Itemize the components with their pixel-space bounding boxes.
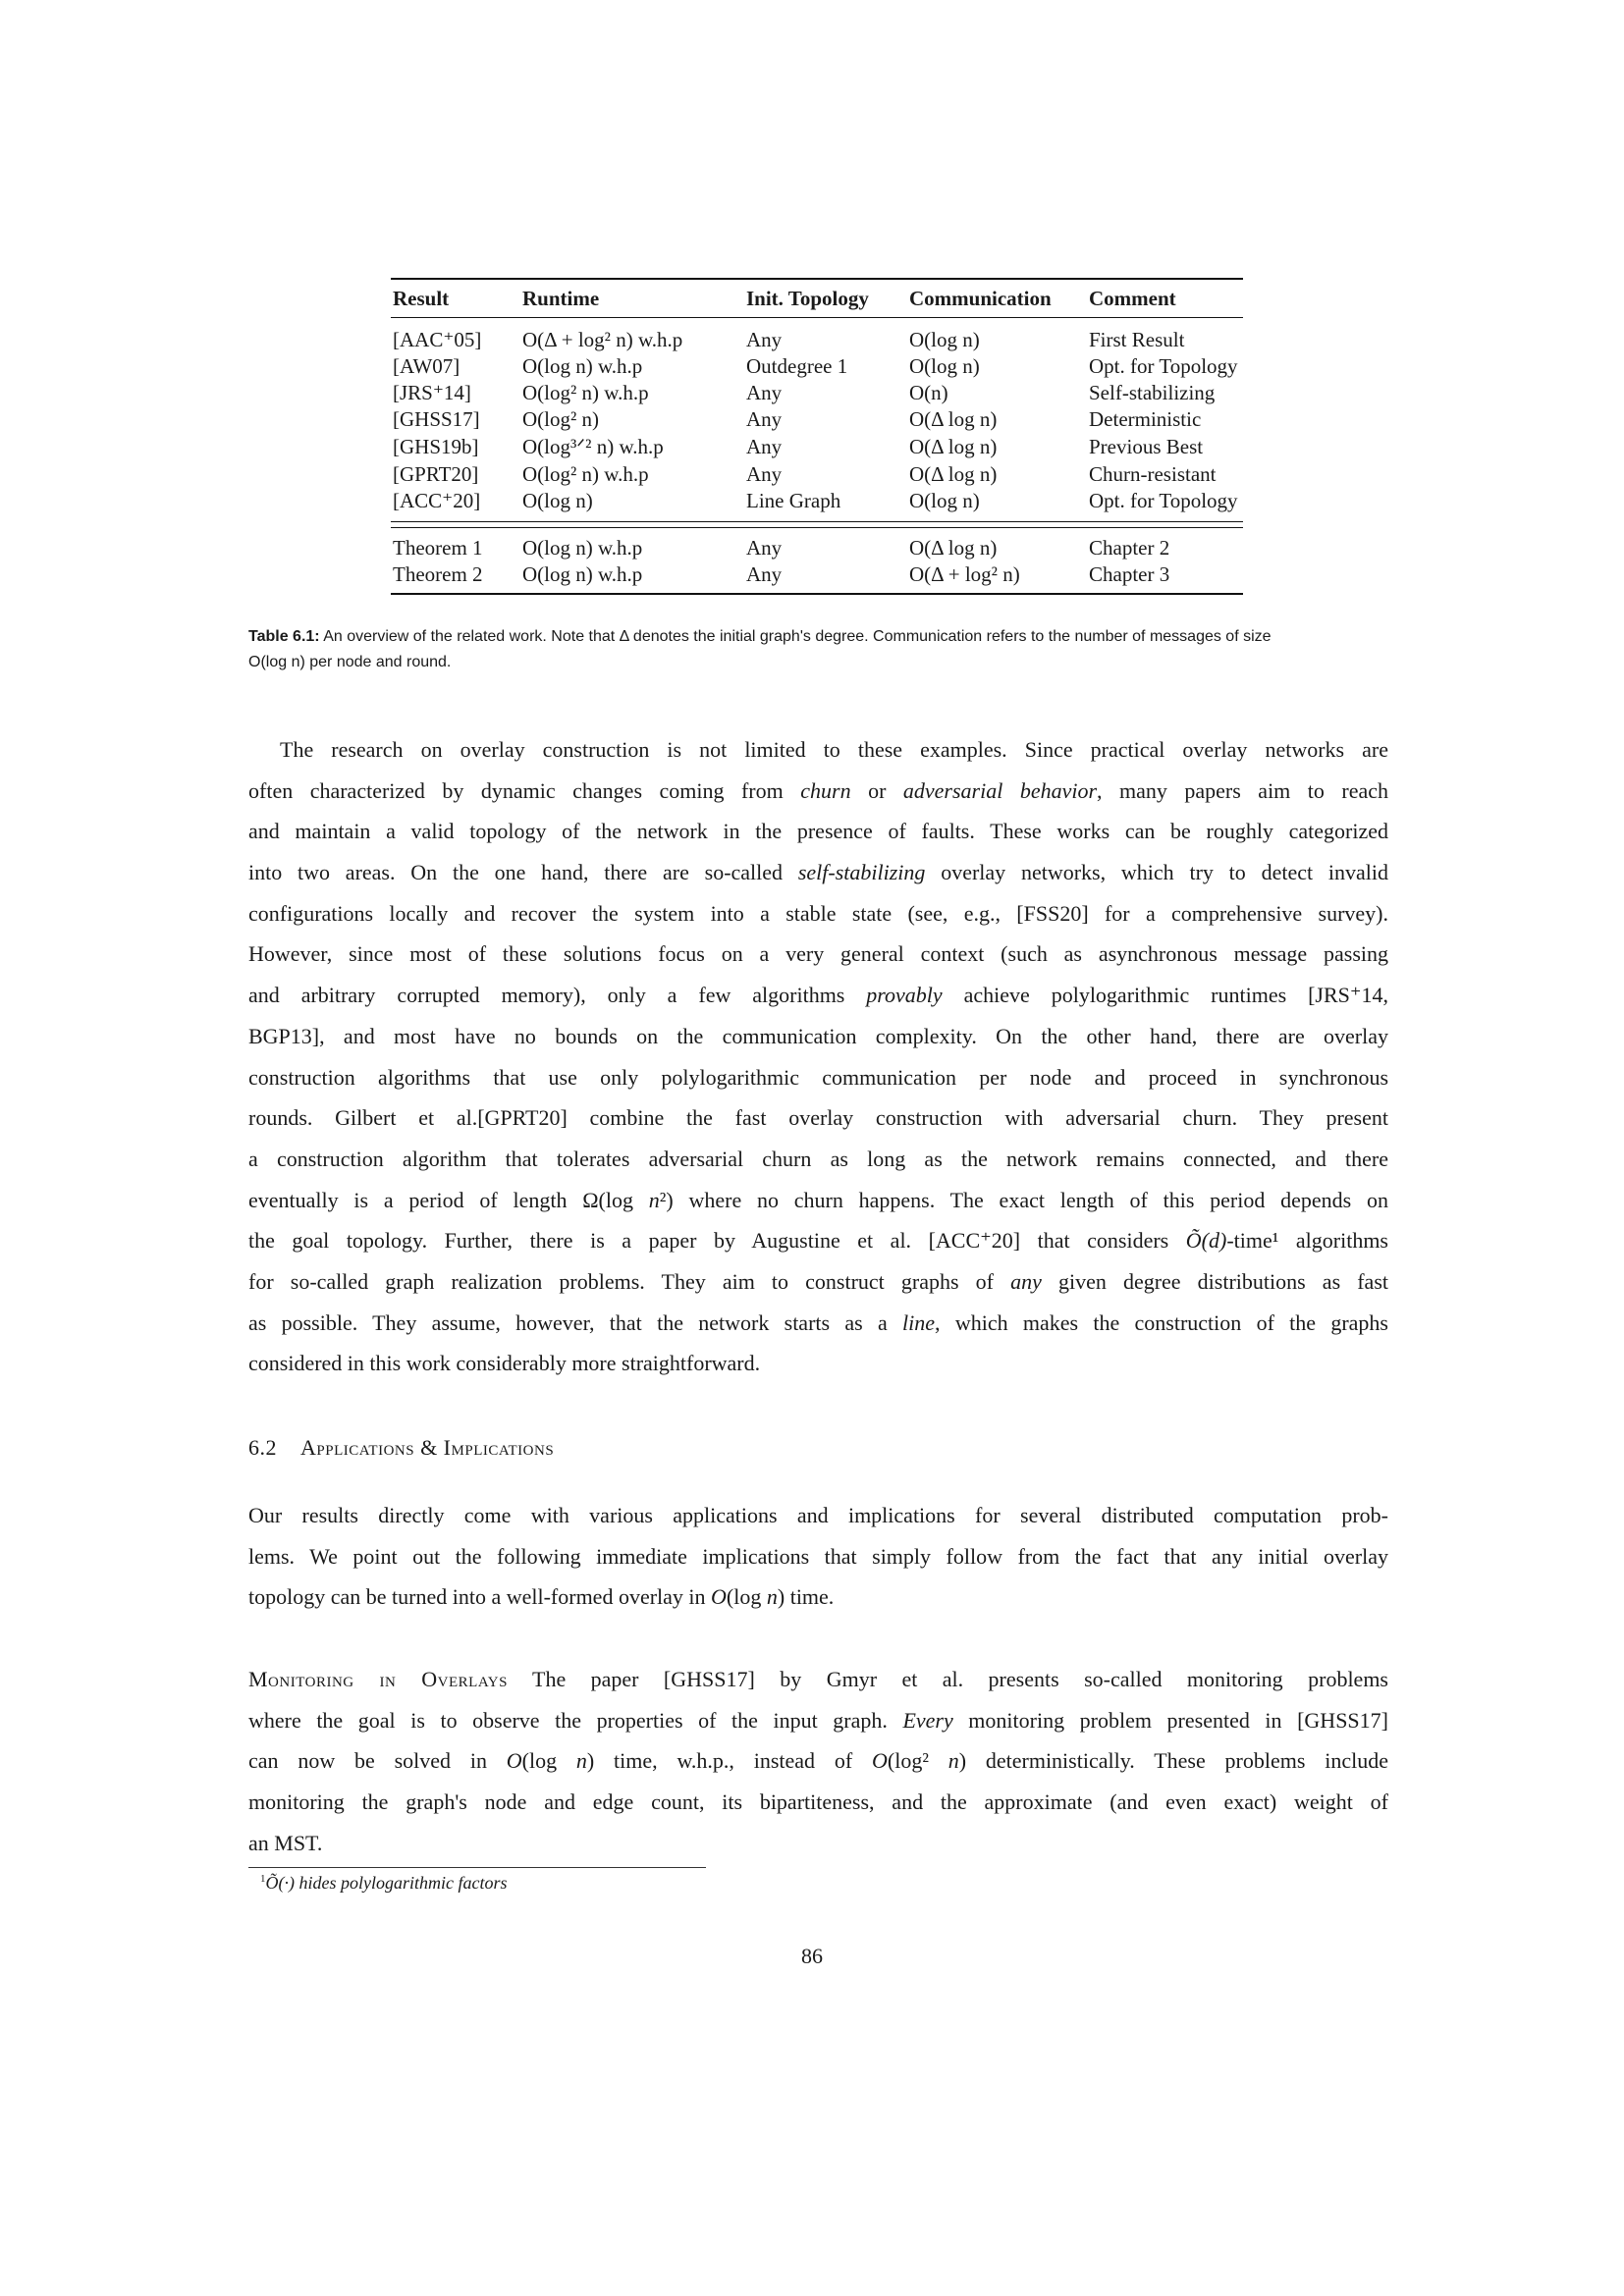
text-segment: topology can be turned into a well-formed overlay in [248,1584,712,1610]
text-segment: -time¹ algorithms [1226,1228,1388,1254]
cell-result: [AW07] [393,354,460,378]
text-segment: (log² [887,1748,948,1774]
cell-topology: Any [746,536,783,560]
cell-comment: First Result [1089,328,1185,351]
cell-runtime: O(log n) [522,489,593,512]
text-segment: can now be solved in [248,1748,507,1774]
text-line [248,1782,1388,1823]
text-segment: monitoring the graph's node and edge count, its bipartiteness, and the approximate (and even exact) weight of [248,1789,1388,1815]
text-line [248,1139,1388,1180]
table-row [391,406,1243,433]
cell-topology: Any [746,381,783,404]
cell-runtime: O(log² n) w.h.p [522,381,649,404]
text-segment: n [575,1748,587,1774]
text-segment: for so-called graph realization problems. They aim to construct graphs of [248,1268,1011,1294]
cell-result: [GHS19b] [393,435,479,458]
text-segment: n [766,1584,778,1610]
text-segment: adversarial behavior [902,777,1098,803]
cell-topology: Line Graph [746,489,841,512]
cell-comment: Opt. for Topology [1089,489,1238,512]
header-comment: Comment [1089,287,1176,310]
cell-result: [GPRT20] [393,462,479,486]
footnote [260,1873,507,1894]
text-segment: Õ(d) [1185,1228,1227,1254]
text-line [248,1700,1388,1741]
cell-communication: O(log n) [909,489,980,512]
text-segment: and arbitrary corrupted memory), only a few algorithms [248,983,867,1008]
cell-comment: Chapter 2 [1089,536,1170,560]
text-segment: The paper [GHSS17] by Gmyr et al. presents so-called monitoring problems [507,1667,1388,1691]
table-row [391,327,1243,353]
text-segment: ²) where no churn happens. The exact length of this period depends on [659,1187,1388,1212]
text-segment: self-stabilizing [797,860,926,885]
text-segment: an MST. [248,1830,323,1855]
cell-comment: Churn-resistant [1089,462,1217,486]
paragraph-monitoring [248,1659,1388,1863]
text-segment: O [711,1584,727,1610]
footnote-mark: 1 [260,1873,266,1885]
text-segment: configurations locally and recover the system into a stable state (see, e.g., [FSS20] for a comprehensive survey). [248,900,1388,926]
cell-communication: O(log n) [909,328,980,351]
text-line [248,1220,1388,1261]
text-line [248,1180,1388,1221]
text-line [248,1823,1388,1864]
text-segment: O [872,1748,888,1774]
text-line [248,1261,1388,1303]
cell-runtime: O(log² n) w.h.p [522,462,649,486]
text-segment: where the goal is to observe the properties of the input graph. [248,1707,903,1733]
cell-runtime: O(log² n) [522,407,600,431]
text-segment: (log [726,1584,767,1610]
text-line [248,893,1388,934]
table-row [391,353,1243,380]
caption-text-2: O(log n) per node and round. [248,654,452,670]
paragraph-heading: Monitoring in Overlays [248,1667,508,1691]
text-segment: or [850,777,903,803]
text-segment: any [1010,1268,1042,1294]
cell-topology: Any [746,462,783,486]
text-line [248,1536,1388,1577]
cell-result: Theorem 1 [393,536,483,560]
header-runtime: Runtime [522,287,600,310]
cell-topology: Outdegree 1 [746,354,848,378]
text-segment: eventually is a period of length Ω(log [248,1187,649,1212]
text-line [248,1740,1388,1782]
text-segment: , which makes the construction of the graphs [935,1309,1388,1335]
theorem-row [391,561,1243,588]
text-line [248,729,1388,771]
cell-communication: O(Δ log n) [909,435,998,458]
cell-comment: Deterministic [1089,407,1202,431]
text-segment: provably [866,983,943,1008]
text-line [248,1659,1388,1700]
cell-topology: Any [746,562,783,586]
cell-topology: Any [746,435,783,458]
footnote-text: Õ(·) hides polylogarithmic factors [265,1873,508,1893]
cell-communication: O(log n) [909,354,980,378]
cell-result: [AAC⁺05] [393,328,482,351]
header-result: Result [393,287,450,310]
text-segment: achieve polylogarithmic runtimes [JRS⁺14, [942,983,1388,1008]
cell-comment: Chapter 3 [1089,562,1170,586]
footnote-rule [248,1867,706,1868]
text-line [248,1495,1388,1536]
theorem-row [391,535,1243,561]
text-segment: into two areas. On the one hand, there are so-called [248,860,798,885]
text-segment: (log [521,1748,576,1774]
cell-topology: Any [746,328,783,351]
cell-communication: O(Δ log n) [909,462,998,486]
text-line [248,1343,1388,1384]
text-segment: overlay networks, which try to detect invalid [925,860,1388,885]
text-segment: considered in this work considerably more straightforward. [248,1351,761,1376]
section-heading [248,1435,554,1461]
text-segment: a construction algorithm that tolerates adversarial churn as long as the network remains connected, and there [248,1146,1388,1171]
table-header-row [391,286,1243,312]
section-title: Applications & Implications [300,1435,555,1460]
text-segment: Every [902,1707,953,1733]
cell-communication: O(Δ log n) [909,407,998,431]
text-segment: lems. We point out the following immediate implications that simply follow from the fact that any initial overlay [248,1543,1388,1569]
text-line [248,1016,1388,1057]
text-segment: , many papers aim to reach [1097,777,1389,803]
cell-result: [GHSS17] [393,407,480,431]
table-caption [248,624,1388,675]
cell-comment: Opt. for Topology [1089,354,1238,378]
cell-communication: O(Δ + log² n) [909,562,1020,586]
header-communication: Communication [909,287,1052,310]
text-segment: ) deterministically. These problems include [958,1748,1388,1774]
table-row [391,434,1243,460]
cell-runtime: O(log n) w.h.p [522,354,643,378]
text-segment: However, since most of these solutions focus on a very general context (such as asynchronous message passing [248,941,1388,967]
table-row [391,380,1243,406]
text-line [248,811,1388,852]
cell-comment: Previous Best [1089,435,1204,458]
cell-comment: Self-stabilizing [1089,381,1216,404]
text-line [248,934,1388,975]
section-number: 6.2 [248,1435,277,1460]
text-segment: and maintain a valid topology of the network in the presence of faults. These works can be roughly categorized [248,819,1388,844]
text-segment: ) time, w.h.p., instead of [586,1748,872,1774]
cell-runtime: O(log³ᐟ² n) w.h.p [522,435,664,458]
text-segment: monitoring problem presented in [GHSS17] [952,1707,1388,1733]
table-top-rule [391,278,1243,280]
table-mid-rule [391,527,1243,528]
text-line [248,1097,1388,1139]
table-row [391,488,1243,514]
text-segment: the goal topology. Further, there is a paper by Augustine et al. [ACC⁺20] that considers [248,1228,1186,1254]
table-header-rule [391,317,1243,318]
text-segment: n [648,1187,660,1212]
cell-topology: Any [746,407,783,431]
text-line [248,852,1388,893]
text-segment: given degree distributions as fast [1041,1268,1388,1294]
text-segment: as possible. They assume, however, that the network starts as a [248,1309,903,1335]
cell-result: [ACC⁺20] [393,489,481,512]
text-segment: Our results directly come with various applications and implications for several distributed computation prob- [248,1503,1388,1527]
cell-runtime: O(log n) w.h.p [522,562,643,586]
text-segment: construction algorithms that use only polylogarithmic communication per node and proceed in synchronous [248,1064,1388,1090]
paragraph-applications [248,1495,1388,1618]
text-line [248,1057,1388,1098]
cell-result: [JRS⁺14] [393,381,471,404]
cell-result: Theorem 2 [393,562,483,586]
cell-communication: O(Δ log n) [909,536,998,560]
page-number: 86 [801,1944,823,1968]
header-init-topology: Init. Topology [746,287,869,310]
text-segment: often characterized by dynamic changes coming from [248,777,801,803]
text-segment: ) time. [777,1584,835,1610]
caption-label: Table 6.1: [248,628,320,645]
cell-communication: O(n) [909,381,948,404]
text-segment: O [506,1748,522,1774]
text-segment: rounds. Gilbert et al.[GPRT20] combine the fast overlay construction with adversarial churn. They present [248,1105,1388,1131]
text-segment: The research on overlay construction is not limited to these examples. Since practical overlay networks are [280,737,1388,762]
text-segment: n [947,1748,959,1774]
text-segment: BGP13], and most have no bounds on the communication complexity. On the other hand, there are overlay [248,1023,1388,1048]
text-line [248,771,1388,812]
table-mid-rule [391,521,1243,522]
cell-runtime: O(Δ + log² n) w.h.p [522,328,683,351]
text-line [248,975,1388,1016]
table-row [391,461,1243,488]
cell-runtime: O(log n) w.h.p [522,536,643,560]
caption-text: An overview of the related work. Note that Δ denotes the initial graph's degree. Communication refers to the number of messages of size [319,628,1272,645]
text-segment: line [902,1309,936,1335]
text-segment: churn [800,777,851,803]
text-line [248,1303,1388,1344]
text-line [248,1576,1388,1618]
table-bottom-rule [391,593,1243,595]
paragraph-related-work [248,729,1388,1384]
